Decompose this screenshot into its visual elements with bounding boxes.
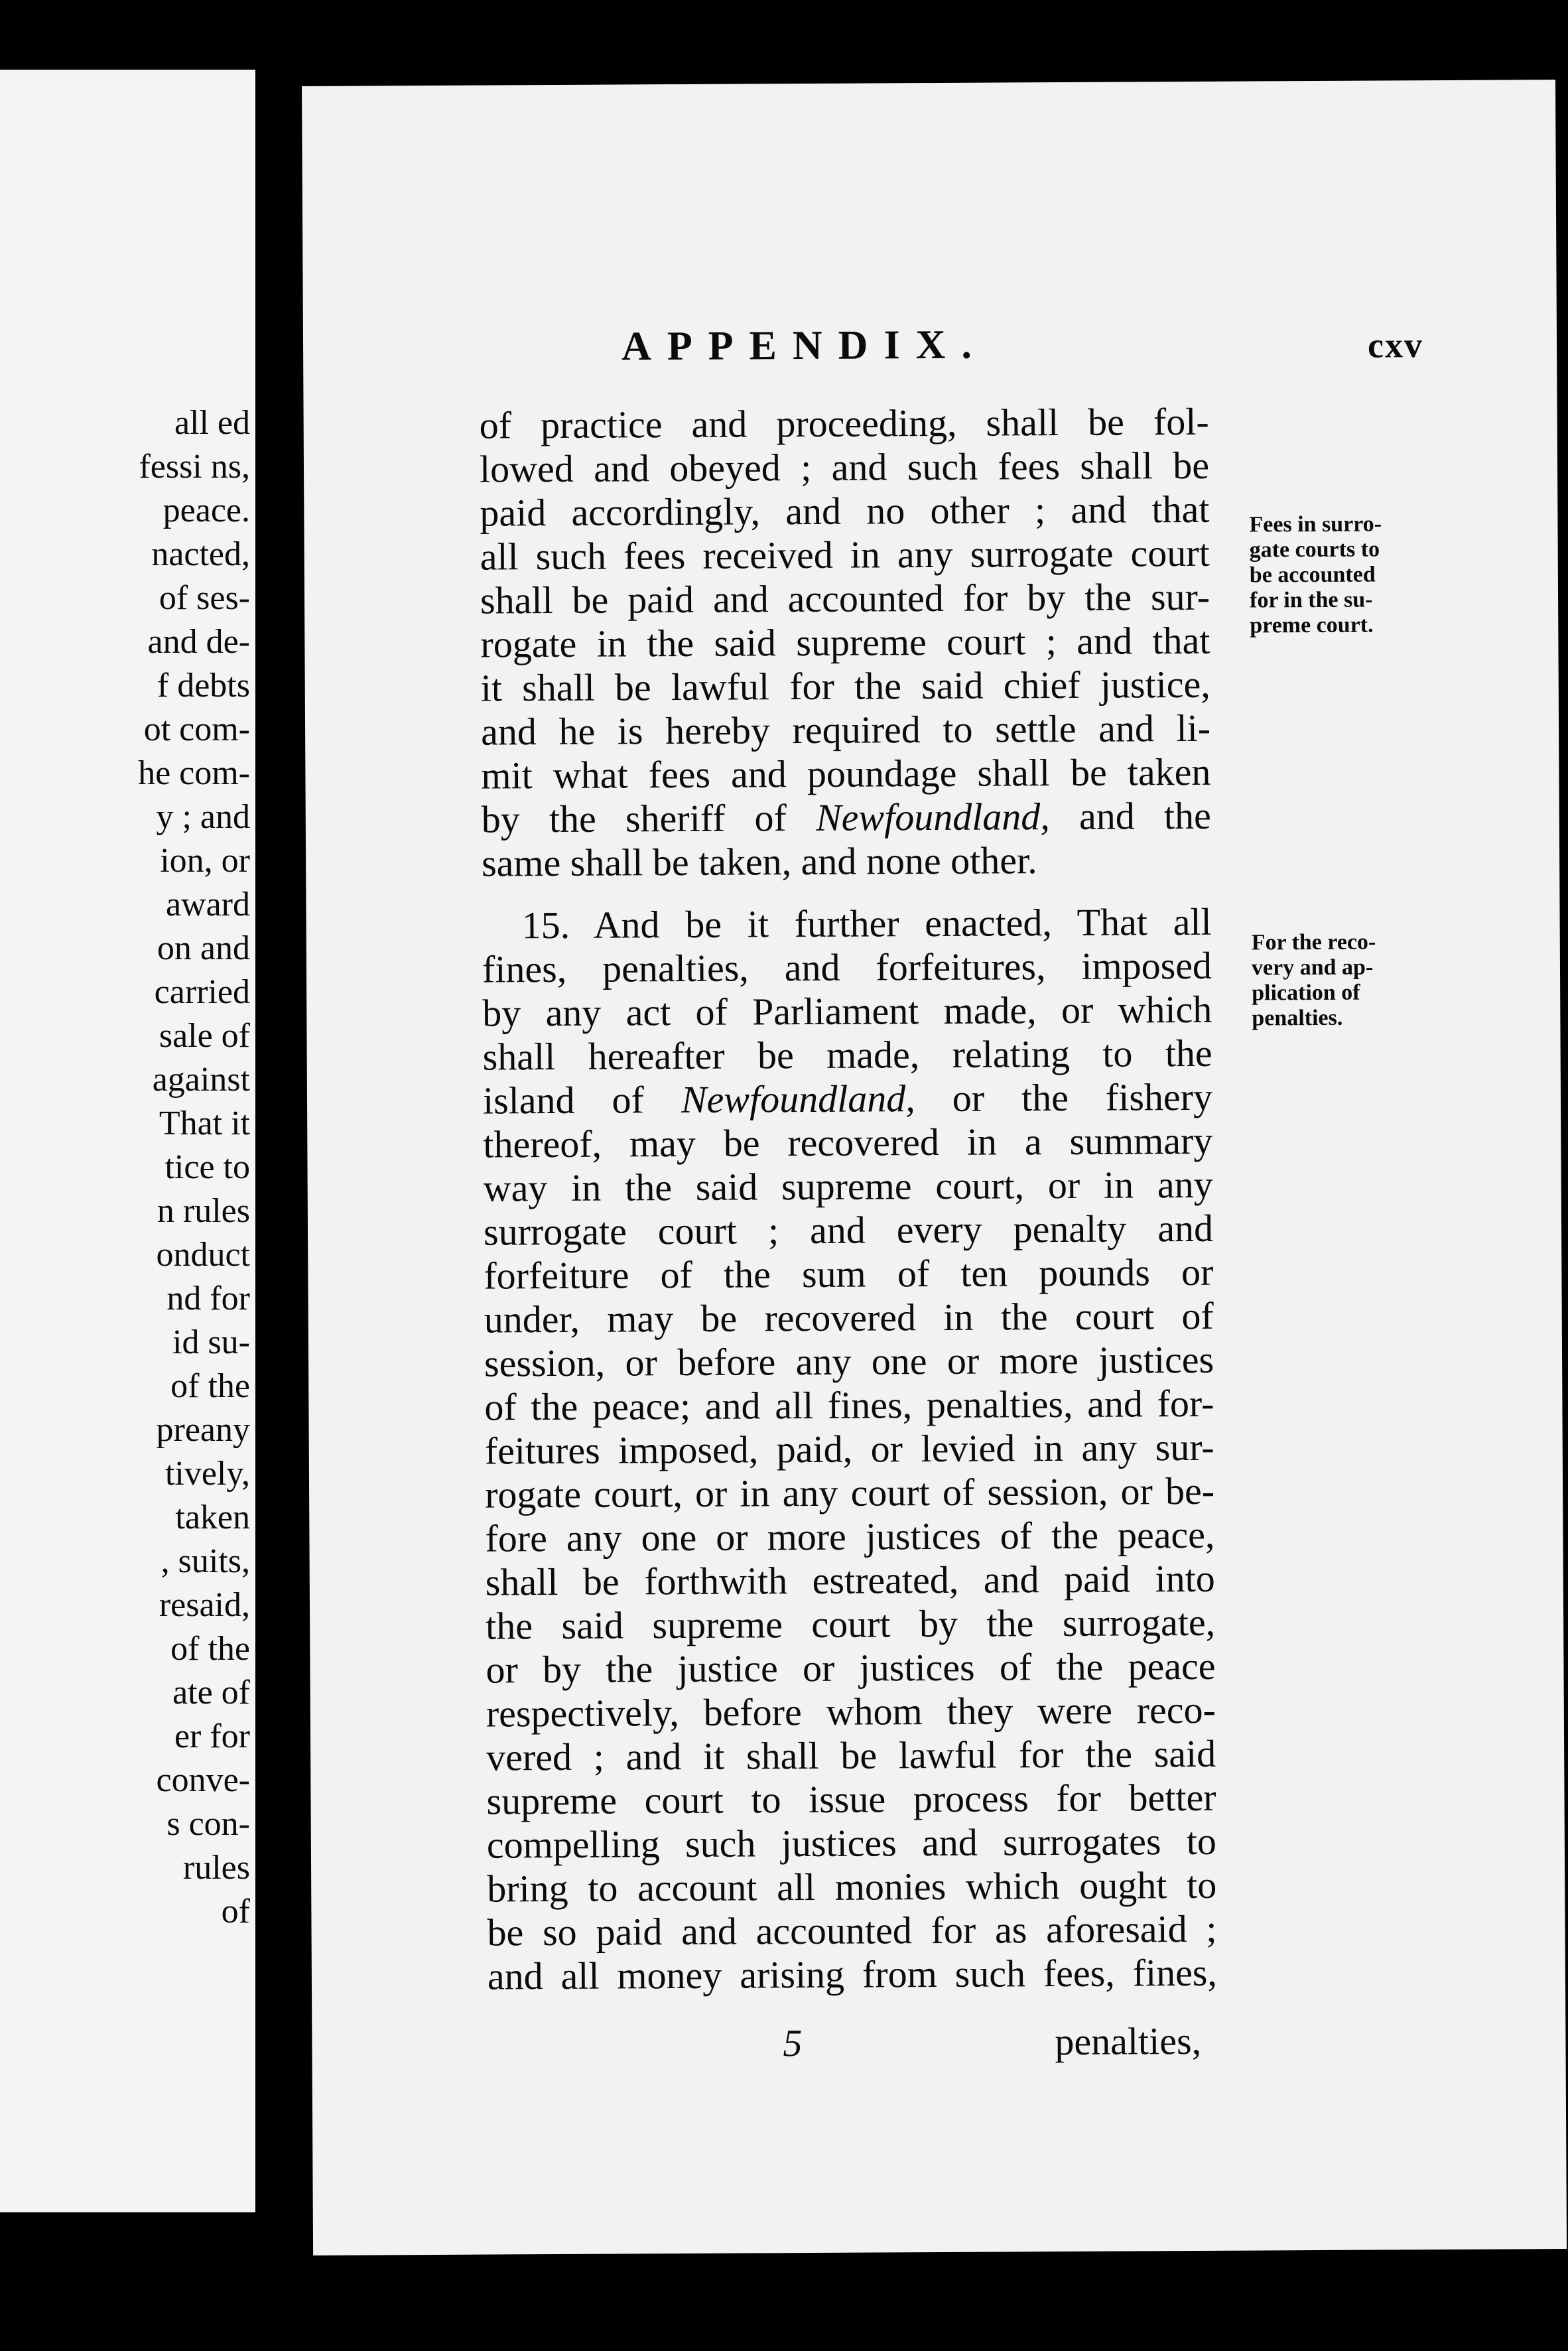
text-line: shall hereafter be made, relating to the: [482, 1031, 1212, 1079]
text-line: respectively, before whom they were reco-: [486, 1688, 1216, 1735]
note-line: preme court.: [1250, 612, 1374, 638]
left-line: resaid,: [159, 1586, 250, 1624]
text-line: rogate in the said supreme court ; and that: [480, 618, 1210, 666]
left-line: id su-: [172, 1323, 250, 1361]
left-line: , suits,: [161, 1542, 250, 1580]
margin-note-penalties: [1252, 929, 1425, 1031]
left-page-text: [51, 401, 250, 1934]
note-line: for in the su-: [1249, 587, 1373, 613]
text-segment: by the sheriff of: [481, 795, 817, 841]
left-line: er for: [174, 1717, 250, 1755]
left-line: of the: [170, 1367, 250, 1405]
text-line: lowed and obeyed ; and such fees shall be: [479, 443, 1210, 491]
main-page: [302, 80, 1567, 2255]
text-line: [482, 794, 1211, 842]
left-line: preany: [156, 1411, 250, 1449]
text-line: thereof, may be recovered in a summary: [483, 1118, 1213, 1166]
place-name: Newfoundland,: [681, 1077, 915, 1122]
text-segment: and the: [1049, 793, 1211, 839]
left-line: peace.: [163, 492, 250, 529]
text-line: rogate court, or in any court of session, or be-: [484, 1469, 1215, 1516]
left-line: sale of: [159, 1017, 250, 1055]
left-line: ion, or: [160, 842, 250, 880]
left-line: taken: [175, 1499, 250, 1536]
left-line: nd for: [166, 1280, 250, 1317]
text-line: shall be paid and accounted for by the sur-: [480, 574, 1210, 622]
left-line: of: [221, 1893, 250, 1930]
text-line: same shall be taken, and none other.: [481, 839, 1037, 885]
text-segment: island of: [482, 1078, 682, 1122]
left-line: of ses-: [159, 579, 250, 617]
left-line: s con-: [166, 1805, 250, 1843]
left-line: ot com-: [143, 710, 250, 748]
left-line: nacted,: [151, 535, 250, 573]
left-line: tice to: [164, 1148, 250, 1186]
text-line: mit what fees and poundage shall be taken: [481, 750, 1211, 797]
text-line: be so paid and accounted for as aforesaid ;: [487, 1907, 1217, 1954]
catchword: penalties,: [1055, 2019, 1202, 2064]
book-gutter: [255, 0, 308, 2351]
text-line: forfeiture of the sum of ten pounds or: [484, 1250, 1214, 1298]
place-name: Newfoundland,: [815, 795, 1050, 839]
left-line: tively,: [164, 1455, 250, 1493]
text-line: session, or before any one or more justices: [484, 1337, 1214, 1385]
left-line: fessi ns,: [139, 448, 250, 486]
note-line: For the reco-: [1251, 929, 1376, 955]
left-line: all ed: [174, 404, 250, 442]
left-line: That it: [159, 1105, 250, 1142]
left-line: he com-: [138, 754, 250, 792]
text-line: fines, penalties, and forfeitures, imposed: [482, 943, 1212, 991]
note-line: penalties.: [1252, 1005, 1343, 1031]
text-line: way in the said supreme court, or in any: [483, 1162, 1213, 1210]
text-segment: or the fishery: [915, 1075, 1213, 1120]
text-line: vered ; and it shall be lawful for the said: [486, 1731, 1216, 1779]
left-line: of the: [170, 1630, 250, 1668]
section-15-heading-line: 15. And be it further enacted, That all: [521, 900, 1212, 947]
text-line: compelling such justices and surrogates to: [486, 1819, 1217, 1867]
text-line: by any act of Parliament made, or which: [482, 987, 1212, 1035]
text-line: shall be forthwith estreated, and paid into: [485, 1556, 1215, 1604]
left-line: carried: [154, 973, 250, 1011]
note-line: Fees in surro-: [1249, 511, 1382, 537]
text-line: and all money arising from such fees, fines,: [487, 1950, 1218, 1998]
text-line: or by the justice or justices of the peace: [486, 1644, 1216, 1692]
left-line: and de-: [147, 623, 250, 661]
left-line: f debts: [157, 667, 250, 705]
left-line: conve-: [156, 1761, 250, 1799]
margin-note-fees: [1249, 511, 1422, 638]
text-line: paid accordingly, and no other ; and that: [480, 487, 1210, 535]
signature-mark: 5: [783, 2021, 803, 2065]
left-line: onduct: [156, 1236, 250, 1274]
note-line: be accounted: [1249, 562, 1376, 588]
running-header: APPENDIX.: [621, 322, 988, 369]
left-line: on and: [157, 929, 250, 967]
paragraph-1: [480, 400, 1218, 1999]
left-line: n rules: [157, 1192, 250, 1230]
text-line: all such fees received in any surrogate court: [480, 531, 1210, 578]
left-line: ate of: [172, 1674, 250, 1712]
text-line: the said supreme court by the surrogate,: [485, 1600, 1216, 1648]
text-line: it shall be lawful for the said chief justice,: [480, 662, 1210, 710]
left-line: y ; and: [156, 798, 250, 836]
text-line: under, may be recovered in the court of: [484, 1294, 1214, 1341]
text-line: bring to account all monies which ought to: [487, 1863, 1217, 1911]
left-line: rules: [182, 1849, 250, 1887]
text-line: surrogate court ; and every penalty and: [483, 1206, 1214, 1254]
text-line: of the peace; and all fines, penalties, and for-: [484, 1381, 1214, 1429]
text-line: feitures imposed, paid, or levied in any sur-: [484, 1425, 1214, 1473]
left-line: award: [165, 886, 250, 923]
left-line: against: [152, 1061, 250, 1099]
text-line: and he is hereby required to settle and li-: [480, 706, 1211, 754]
text-line: supreme court to issue process for better: [486, 1775, 1216, 1823]
page-number: cxv: [1367, 325, 1424, 366]
note-line: plication of: [1252, 980, 1360, 1006]
note-line: gate courts to: [1249, 537, 1380, 563]
text-line: fore any one or more justices of the peace,: [485, 1512, 1215, 1560]
left-page-fragment: [0, 70, 257, 2212]
note-line: very and ap-: [1251, 955, 1374, 980]
text-line: of practice and proceeding, shall be fol-: [479, 399, 1209, 447]
text-line: [483, 1075, 1212, 1123]
